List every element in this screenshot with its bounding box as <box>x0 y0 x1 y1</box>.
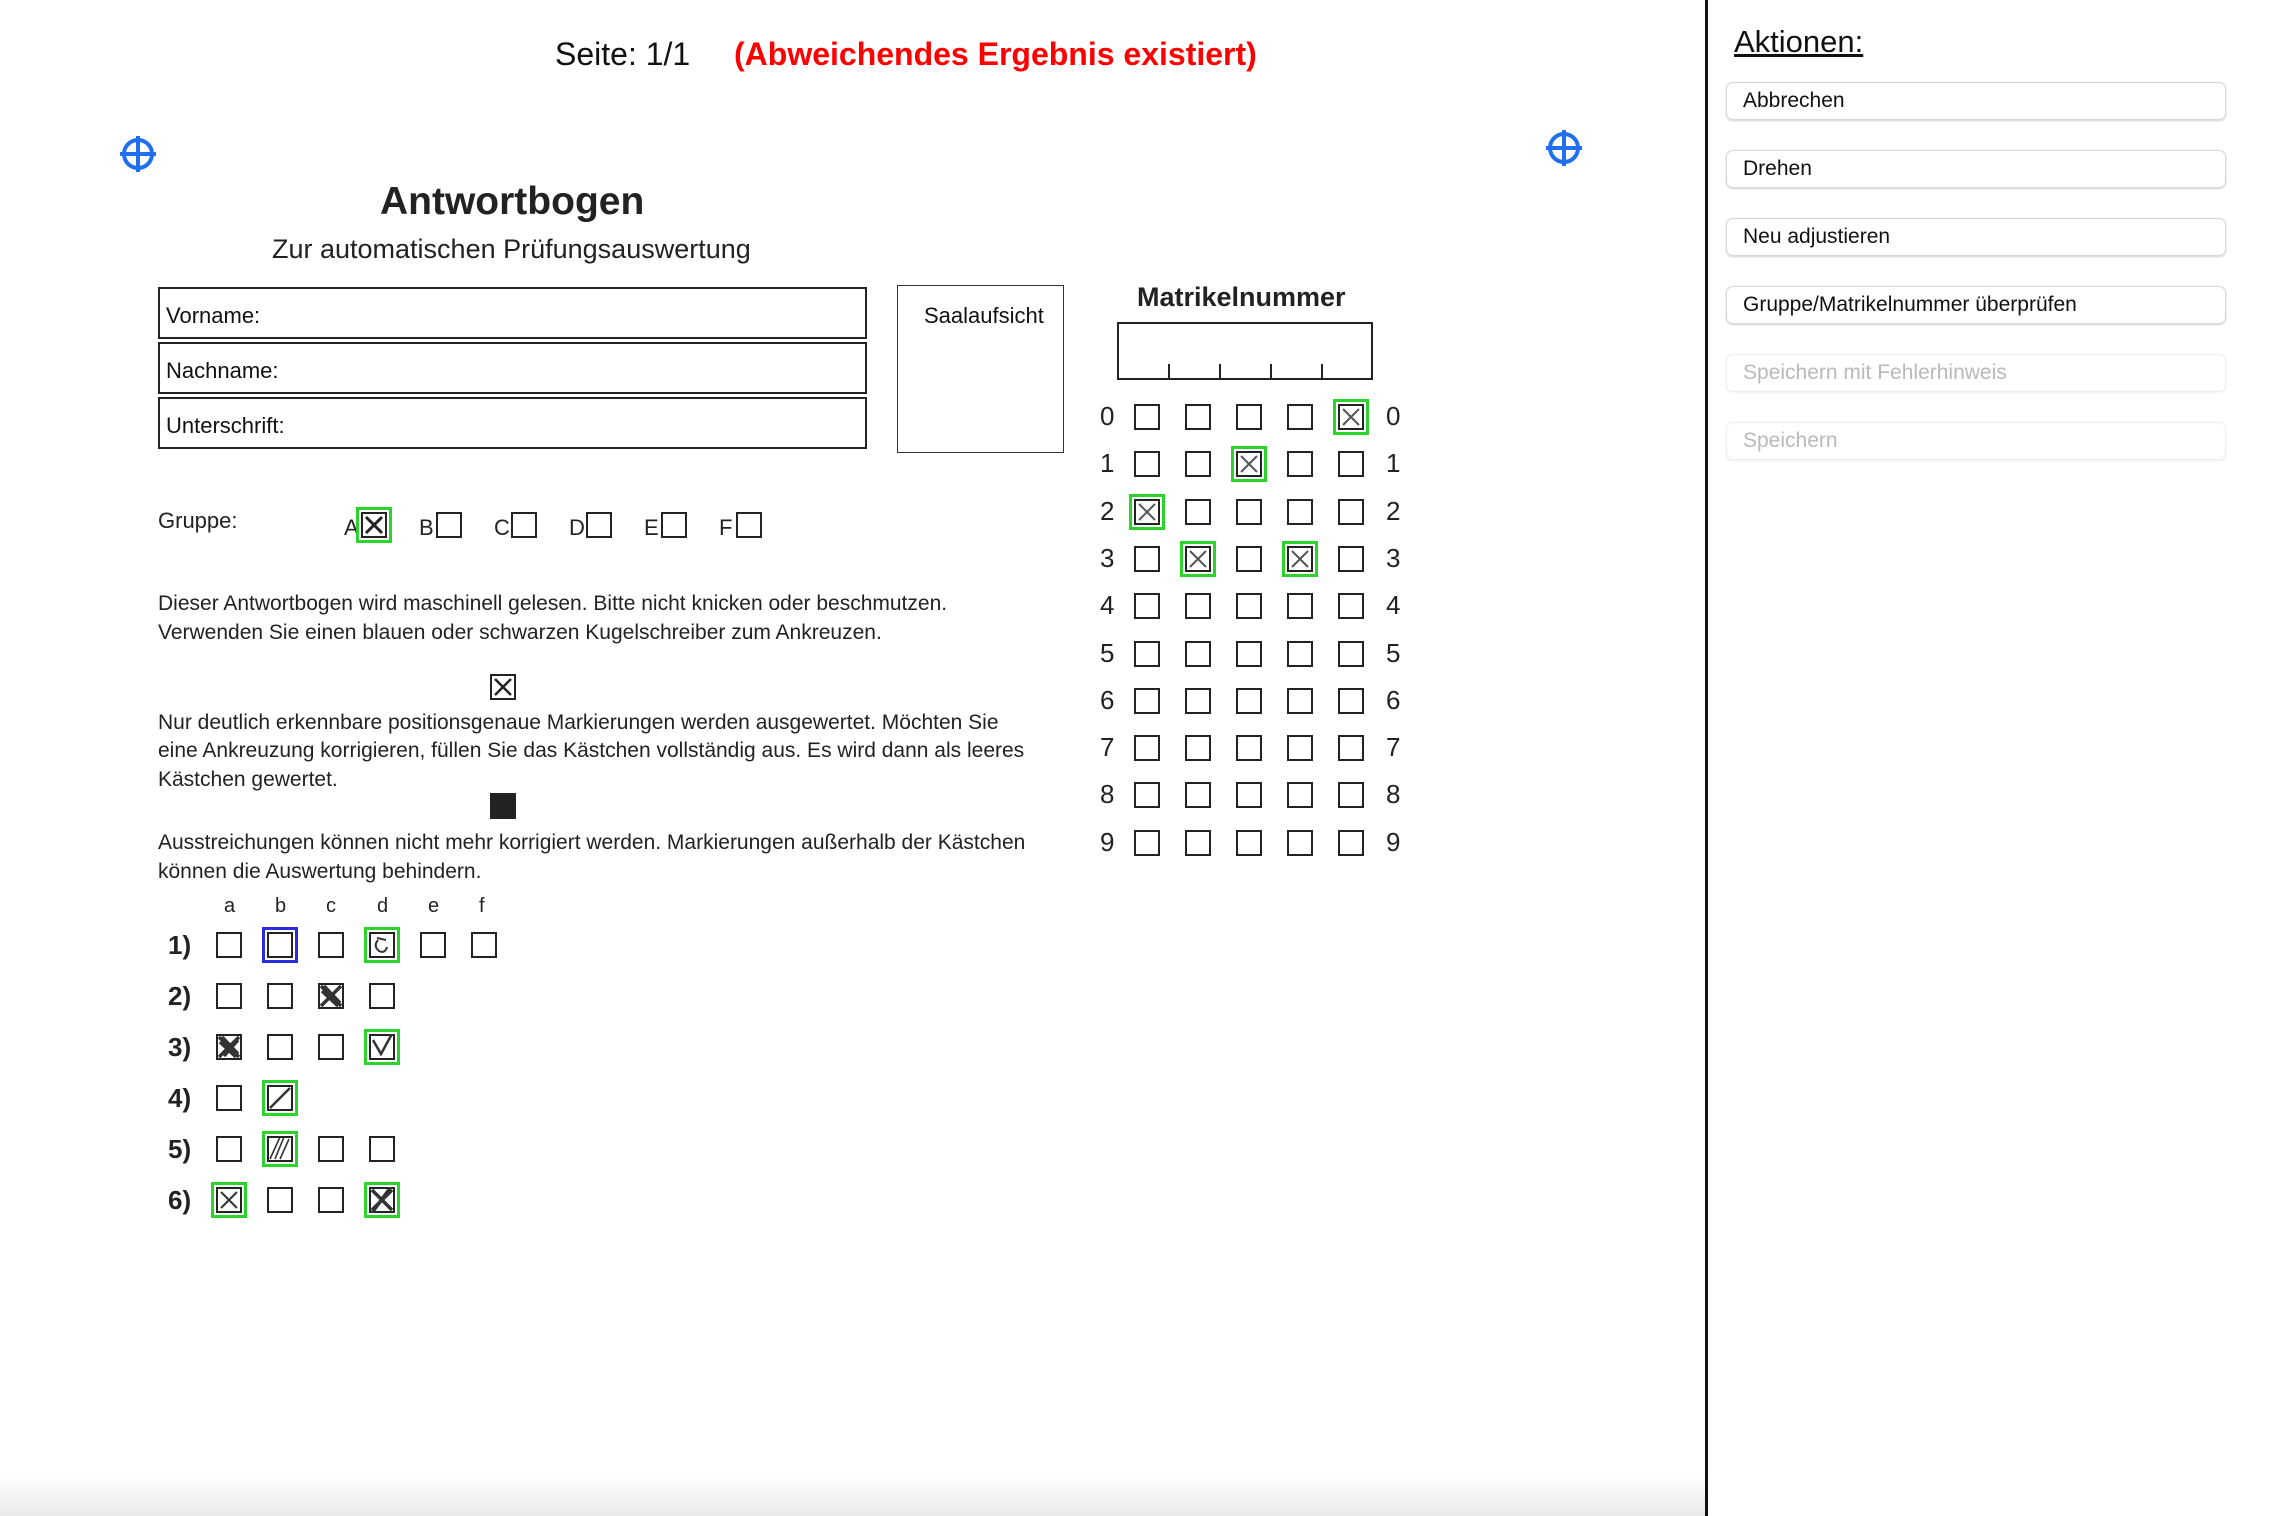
group-option-box <box>436 512 462 538</box>
viewer-bottom-edge <box>0 1476 1705 1516</box>
matrikel-box <box>1287 593 1313 619</box>
matrikel-box <box>1338 641 1364 667</box>
matrikel-digit-label: 5 <box>1386 638 1401 668</box>
actions-title: Aktionen: <box>1734 24 1864 59</box>
detected-mark-highlight[interactable] <box>262 1131 298 1167</box>
question-number: 3) <box>168 1032 192 1062</box>
detected-mark-highlight[interactable] <box>1129 494 1165 530</box>
matrikel-box <box>1338 546 1364 572</box>
example-cross-box <box>490 674 516 700</box>
matrikel-tick <box>1168 364 1170 378</box>
matrikel-box <box>1338 782 1364 808</box>
answer-box <box>318 1187 344 1213</box>
group-option-box <box>511 512 537 538</box>
matrikel-digit-label: 2 <box>1386 496 1401 526</box>
readjust-button[interactable]: Neu adjustieren <box>1726 218 2226 256</box>
sheet-subtitle: Zur automatischen Prüfungsauswertung <box>272 234 751 264</box>
instruction-line-4: eine Ankreuzung korrigieren, füllen Sie das Kästchen vollständig aus. Es wird dann als leeres <box>158 739 1025 762</box>
matrikel-digit-label: 9 <box>1386 827 1401 857</box>
matrikel-box <box>1134 404 1160 430</box>
detected-mark-highlight[interactable] <box>1180 541 1216 577</box>
matrikel-tick <box>1321 364 1323 378</box>
matrikel-box <box>1287 404 1313 430</box>
save-button[interactable]: Speichern <box>1726 422 2226 460</box>
matrikel-box <box>1185 451 1211 477</box>
last-name-field <box>158 342 867 394</box>
matrikel-box <box>1338 688 1364 714</box>
group-option-letter: F <box>719 515 733 540</box>
matrikel-box <box>1287 735 1313 761</box>
question-number: 5) <box>168 1134 192 1164</box>
matrikel-box <box>1236 782 1262 808</box>
signature-label: Unterschrift: <box>166 413 285 438</box>
group-option-box <box>736 512 762 538</box>
answer-box <box>369 1136 395 1162</box>
matrikel-box <box>1134 688 1160 714</box>
matrikel-box <box>1287 451 1313 477</box>
answer-column-letter: f <box>479 895 485 917</box>
answer-column-letter: d <box>377 895 389 917</box>
matrikel-digit-label: 9 <box>1100 827 1115 857</box>
answer-column-letter: e <box>428 895 440 917</box>
question-number: 4) <box>168 1083 192 1113</box>
matrikel-digit-label: 4 <box>1100 590 1115 620</box>
rotate-button[interactable]: Drehen <box>1726 150 2226 188</box>
matrikel-digit-label: 8 <box>1100 779 1115 809</box>
first-name-label: Vorname: <box>166 303 261 328</box>
matrikel-box <box>1134 641 1160 667</box>
answer-box <box>420 932 446 958</box>
matrikel-digit-label: 6 <box>1100 685 1115 715</box>
question-number: 2) <box>168 981 192 1011</box>
save-with-error-note-button[interactable]: Speichern mit Fehlerhinweis <box>1726 354 2226 392</box>
matrikel-box <box>1236 404 1262 430</box>
matrikel-box <box>1134 593 1160 619</box>
answer-box <box>216 932 242 958</box>
matrikel-digit-label: 1 <box>1100 448 1115 478</box>
matrikel-digit-label: 2 <box>1100 496 1115 526</box>
detected-mark-highlight[interactable] <box>356 507 392 543</box>
answer-box <box>216 1136 242 1162</box>
signature-field <box>158 397 867 449</box>
matrikel-box <box>1287 830 1313 856</box>
matrikel-title: Matrikelnummer <box>1137 282 1346 312</box>
answer-box <box>471 932 497 958</box>
matrikel-box <box>1185 499 1211 525</box>
matrikel-box <box>1338 830 1364 856</box>
answer-box <box>369 983 395 1009</box>
matrikel-digit-label: 3 <box>1100 543 1115 573</box>
matrikel-box <box>1185 782 1211 808</box>
cross-mark-icon <box>490 674 516 700</box>
detected-mark-highlight[interactable] <box>364 1182 400 1218</box>
cancel-button[interactable]: Abbrechen <box>1726 82 2226 120</box>
matrikel-box <box>1134 546 1160 572</box>
supervision-box <box>897 285 1064 453</box>
answer-box <box>318 983 344 1009</box>
group-option-box <box>586 512 612 538</box>
answer-box <box>216 983 242 1009</box>
matrikel-digit-label: 7 <box>1100 732 1115 762</box>
deviation-warning: (Abweichendes Ergebnis existiert) <box>734 36 1257 72</box>
matrikel-box <box>1134 782 1160 808</box>
matrikel-box <box>1236 546 1262 572</box>
last-name-label: Nachname: <box>166 358 279 383</box>
matrikel-box <box>1236 688 1262 714</box>
matrikel-digit-label: 1 <box>1386 448 1401 478</box>
matrikel-box <box>1287 641 1313 667</box>
instruction-line-5: Kästchen gewertet. <box>158 768 338 791</box>
instruction-line-7: können die Auswertung behindern. <box>158 860 482 883</box>
matrikel-box <box>1185 641 1211 667</box>
answer-box <box>267 983 293 1009</box>
page-indicator: Seite: 1/1 <box>555 36 691 72</box>
matrikel-box <box>1134 830 1160 856</box>
group-label: Gruppe: <box>158 508 238 533</box>
crosshair-icon[interactable] <box>1544 128 1584 168</box>
matrikel-box <box>1134 735 1160 761</box>
matrikel-digit-label: 3 <box>1386 543 1401 573</box>
heavy-cross-icon <box>318 983 344 1009</box>
answer-box <box>267 1034 293 1060</box>
matrikel-write-field <box>1117 322 1373 380</box>
matrikel-box <box>1338 735 1364 761</box>
answer-column-letter: b <box>275 895 287 917</box>
matrikel-box <box>1185 688 1211 714</box>
group-option-letter: E <box>644 515 659 540</box>
actions-panel <box>1705 0 2290 1516</box>
group-option-letter: B <box>419 515 434 540</box>
crosshair-icon[interactable] <box>118 134 158 174</box>
detected-mark-highlight[interactable] <box>1282 541 1318 577</box>
uncertain-mark-highlight[interactable] <box>262 927 298 963</box>
check-group-matrikel-button[interactable]: Gruppe/Matrikelnummer überprüfen <box>1726 286 2226 324</box>
matrikel-box <box>1236 641 1262 667</box>
sheet-title: Antwortbogen <box>380 180 645 223</box>
group-option-letter: D <box>569 515 585 540</box>
detected-mark-highlight[interactable] <box>211 1182 247 1218</box>
matrikel-box <box>1338 451 1364 477</box>
detected-mark-highlight[interactable] <box>1333 399 1369 435</box>
question-number: 6) <box>168 1185 192 1215</box>
matrikel-box <box>1287 782 1313 808</box>
matrikel-box <box>1236 499 1262 525</box>
group-option-letter: A <box>344 515 359 540</box>
answer-box <box>318 1136 344 1162</box>
matrikel-box <box>1185 404 1211 430</box>
matrikel-box <box>1134 451 1160 477</box>
matrikel-tick <box>1270 364 1272 378</box>
answer-box <box>318 932 344 958</box>
matrikel-digit-label: 4 <box>1386 590 1401 620</box>
group-option-letter: C <box>494 515 510 540</box>
answer-column-letter: a <box>224 895 236 917</box>
answer-column-letter: c <box>326 895 336 917</box>
answer-box <box>318 1034 344 1060</box>
matrikel-box <box>1236 593 1262 619</box>
answer-box <box>267 1187 293 1213</box>
matrikel-box <box>1287 688 1313 714</box>
matrikel-box <box>1185 735 1211 761</box>
matrikel-digit-label: 7 <box>1386 732 1401 762</box>
matrikel-digit-label: 5 <box>1100 638 1115 668</box>
matrikel-box <box>1185 830 1211 856</box>
matrikel-box <box>1287 499 1313 525</box>
matrikel-box <box>1338 593 1364 619</box>
matrikel-digit-label: 0 <box>1100 401 1115 431</box>
instruction-line-2: Verwenden Sie einen blauen oder schwarzen Kugelschreiber zum Ankreuzen. <box>158 621 882 644</box>
instruction-line-6: Ausstreichungen können nicht mehr korrigiert werden. Markierungen außerhalb der Kästchen <box>158 831 1026 854</box>
first-name-field <box>158 287 867 339</box>
instruction-line-1: Dieser Antwortbogen wird maschinell gelesen. Bitte nicht knicken oder beschmutzen. <box>158 592 948 615</box>
supervision-label: Saalaufsicht <box>924 303 1044 328</box>
detected-mark-highlight[interactable] <box>364 1029 400 1065</box>
matrikel-box <box>1185 593 1211 619</box>
matrikel-digit-label: 8 <box>1386 779 1401 809</box>
matrikel-box <box>1236 830 1262 856</box>
heavy-cross-icon <box>216 1034 242 1060</box>
matrikel-digit-label: 6 <box>1386 685 1401 715</box>
matrikel-box <box>1338 499 1364 525</box>
detected-mark-highlight[interactable] <box>1231 446 1267 482</box>
matrikel-box <box>1236 735 1262 761</box>
answer-box <box>216 1085 242 1111</box>
example-filled-box <box>490 793 516 819</box>
question-number: 1) <box>168 930 192 960</box>
detected-mark-highlight[interactable] <box>364 927 400 963</box>
matrikel-tick <box>1219 364 1221 378</box>
detected-mark-highlight[interactable] <box>262 1080 298 1116</box>
instruction-line-3: Nur deutlich erkennbare positionsgenaue Markierungen werden ausgewertet. Möchten Sie <box>158 711 999 734</box>
answer-box <box>216 1034 242 1060</box>
group-option-box <box>661 512 687 538</box>
matrikel-digit-label: 0 <box>1386 401 1401 431</box>
